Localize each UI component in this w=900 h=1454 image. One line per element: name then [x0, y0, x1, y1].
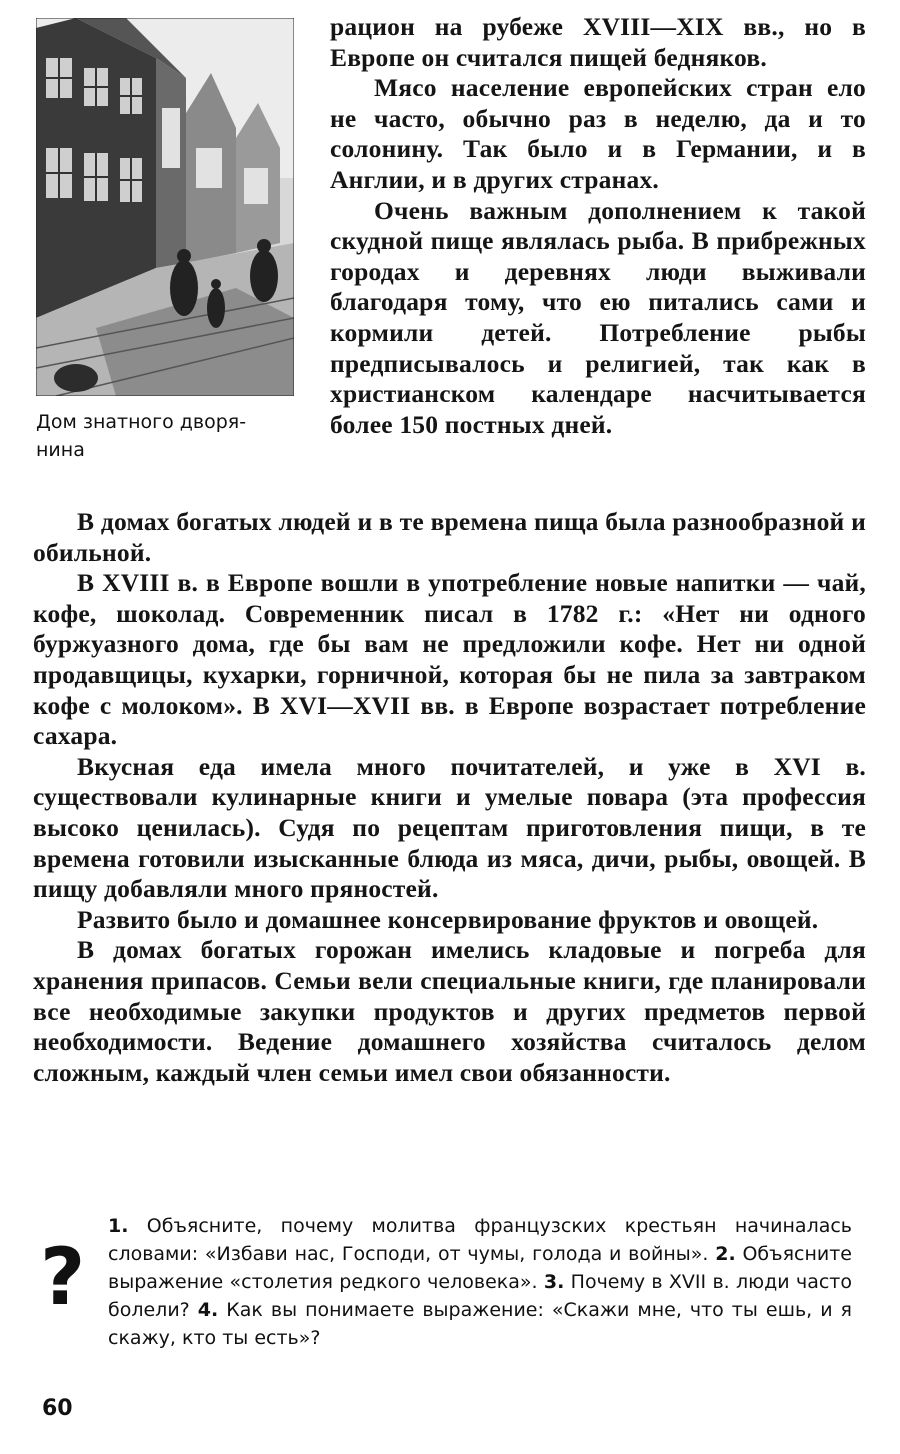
figure-caption [36, 408, 294, 464]
review-questions [108, 1212, 852, 1352]
question-number: 1. [108, 1215, 129, 1237]
text-column-beside-figure [330, 12, 866, 440]
paragraph: В домах богатых людей и в те времена пища была разнообразной и обильной. [33, 507, 866, 567]
paragraph: Очень важным дополнением к такой скудной пище являлась рыба. В прибрежных городах и деревнях люди выживали благодаря тому, что ею питались сами и кормили детей. Потребление рыбы предписывалось и религией, так как в христианском календаре насчитывается более 150 постных дней. [330, 195, 866, 439]
question-text: Объясните, почему молитва французских крестьян начиналась словами: «Избави нас, Господи, от чумы, голода и войны». [108, 1215, 852, 1265]
question-number: 2. [715, 1243, 736, 1265]
paragraph: Вкусная еда имела много почитателей, и уже в XVI в. существовали кулинарные книги и умелые повара (эта профессия высоко ценилась). Судя по рецептам приготовления пищи, в те времена готовили изысканные блюда из мяса, дичи, рыбы, овощей. В пищу добавляли много пряностей. [33, 751, 866, 904]
page-number: 60 [42, 1396, 73, 1421]
question-number: 3. [543, 1271, 565, 1293]
paragraph: Развито было и домашнее консервирование фруктов и овощей. [77, 904, 819, 934]
paragraph: рацион на рубеже XVIII—XIX вв., но в Европе он считался пищей бедняков. [330, 12, 866, 72]
question-text: Почему в XVII в. люди часто болели? [108, 1271, 852, 1321]
question-mark-icon: ? [40, 1233, 86, 1323]
figure-caption-line-2: нина [36, 439, 85, 461]
noble-house-engraving [36, 18, 294, 396]
paragraph: В домах богатых горожан имелись кладовые и погреба для хранения припасов. Семьи вели специальные книги, где планировали все необходимые закупки продуктов и других предметов первой необходимости. Ведение домашнего хозяйства считалось делом сложным, каждый член семьи имел свои обязанности. [33, 935, 866, 1087]
text-full-width [33, 507, 866, 1088]
paragraph: Мясо население европейских стран ело не часто, обычно раз в неделю, да и то солонину. Так было и в Германии, и в Англии, и в других странах. [330, 73, 866, 194]
paragraph: В XVIII в. в Европе вошли в употребление новые напитки — чай, кофе, шоколад. Современник писал в 1782 г.: «Нет ни одного буржуазного дома, где бы вам не предложили кофе. Нет ни одной продавщицы, кухарки, горничной, которая бы не пила за завтраком кофе с молоком». В XVI—XVII вв. в Европе возрастает потребление сахара. [33, 568, 866, 751]
question-text: Объясните выражение «столетия редкого человека». [108, 1243, 852, 1293]
figure-caption-line-1: Дом знатного дворя- [36, 411, 247, 433]
question-number: 4. [197, 1299, 219, 1321]
question-text: Как вы понимаете выражение: «Скажи мне, что ты ешь, и я скажу, кто ты есть»? [108, 1299, 852, 1349]
illustration-figure [36, 18, 294, 464]
